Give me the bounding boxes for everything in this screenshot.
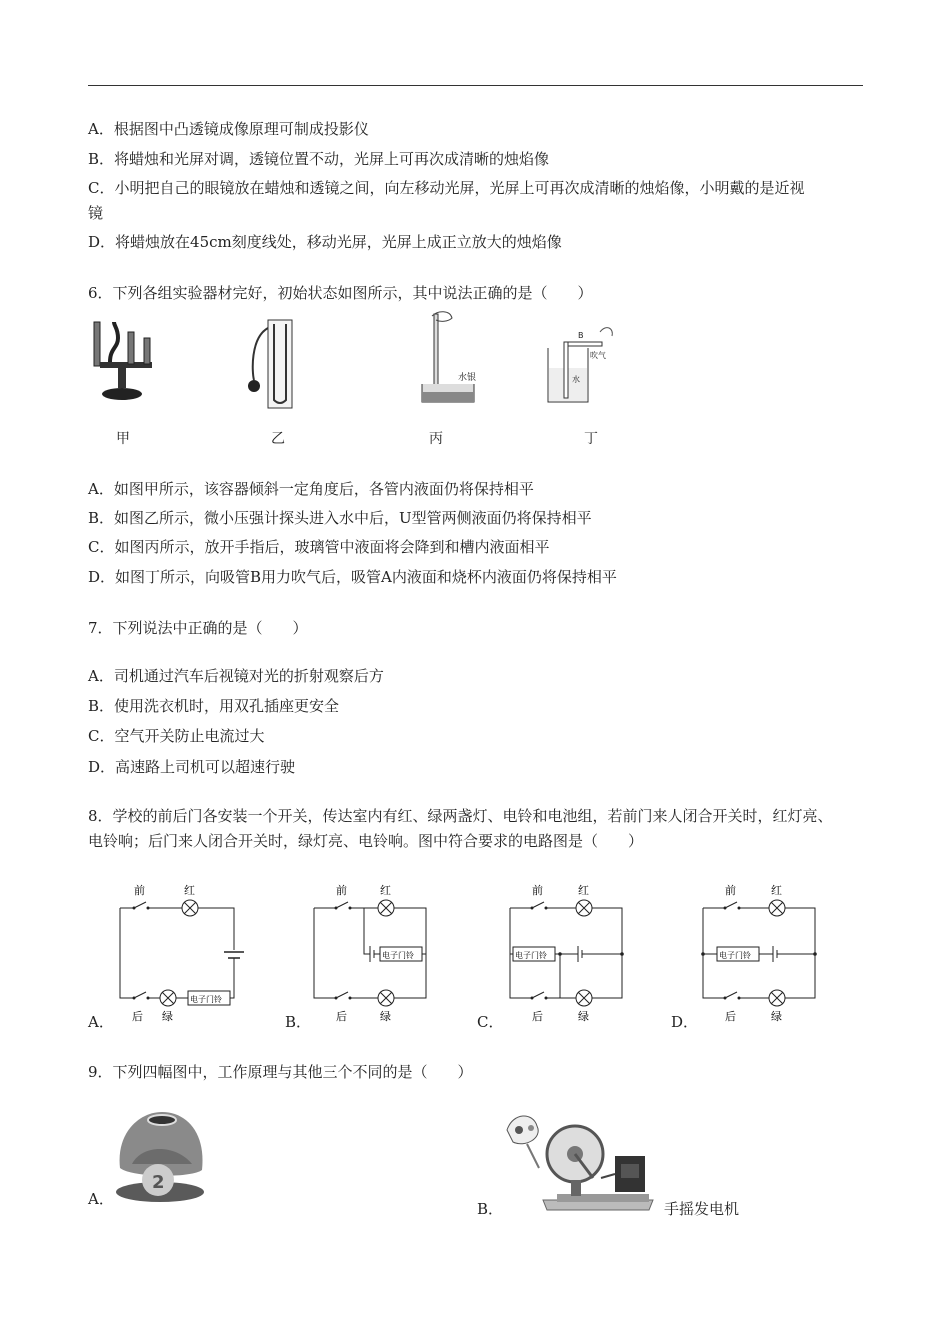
svg-text:后: 后 [336, 1010, 347, 1023]
q6-option-a: A．如图甲所示，该容器倾斜一定角度后，各管内液面仍将保持相平 [88, 480, 534, 498]
q5-option-c: C．小明把自己的眼镜放在蜡烛和透镜之间，向左移动光屏，光屏上可再次成清晰的烛焰像，小明戴的是近视 [88, 179, 805, 197]
header-rule [88, 85, 863, 86]
svg-text:电子门铃: 电子门铃 [190, 995, 222, 1004]
svg-text:电子门铃: 电子门铃 [719, 951, 751, 960]
svg-text:后: 后 [725, 1010, 736, 1023]
svg-text:电子门铃: 电子门铃 [382, 951, 414, 960]
q7-stem: 7．下列说法中正确的是（ ） [88, 619, 308, 637]
circuit-diagram-d [697, 880, 827, 1028]
svg-text:绿: 绿 [578, 1010, 589, 1023]
figure-label-ding: 丁 [584, 431, 598, 447]
svg-text:绿: 绿 [771, 1010, 782, 1023]
q5-option-d: D．将蜡烛放在45cm刻度线处，移动光屏，光屏上成正立放大的烛焰像 [88, 233, 562, 251]
q6-option-d: D．如图丁所示，向吸管B用力吹气后，吸管A内液面和烧杯内液面仍将保持相平 [88, 568, 617, 586]
svg-text:前: 前 [532, 884, 543, 897]
svg-text:绿: 绿 [380, 1010, 391, 1023]
q6-stem: 6．下列各组实验器材完好，初始状态如图所示，其中说法正确的是（ ） [88, 284, 593, 302]
svg-text:前: 前 [134, 884, 145, 897]
q7-option-a: A．司机通过汽车后视镜对光的折射观察后方 [88, 667, 384, 685]
q8-option-c-label: C． [477, 1013, 504, 1031]
circuit-diagram-b [308, 880, 438, 1028]
label-tube-b: B [578, 331, 584, 340]
svg-text:后: 后 [132, 1010, 143, 1023]
svg-text:红: 红 [184, 884, 195, 897]
cap-number: 2 [152, 1172, 165, 1193]
q7-option-b: B．使用洗衣机时，用双孔插座更安全 [88, 697, 340, 715]
q9-caption-hand-crank: 手摇发电机 [664, 1200, 740, 1218]
q8-option-b-label: B． [285, 1013, 312, 1031]
figure-bing-torricelli [418, 310, 488, 406]
q8-option-a-label: A． [88, 1013, 114, 1031]
label-water: 水 [572, 375, 580, 384]
q9-stem: 9．下列四幅图中，工作原理与其他三个不同的是（ ） [88, 1063, 473, 1081]
circuit-diagram-a [112, 880, 252, 1028]
figure-solar-fan-cap [112, 1108, 210, 1204]
circuit-diagram-c [504, 880, 634, 1028]
q5-option-c-cont: 镜 [88, 204, 104, 222]
label-mercury: 水银 [458, 373, 477, 383]
figure-ding-straw [540, 318, 620, 408]
q6-option-b: B．如图乙所示，微小压强计探头进入水中后，U型管两侧液面仍将保持相平 [88, 509, 592, 527]
q7-option-d: D．高速路上司机可以超速行驶 [88, 758, 296, 776]
q5-option-a: A．根据图中凸透镜成像原理可制成投影仪 [88, 120, 369, 138]
svg-text:红: 红 [578, 884, 589, 897]
q8-stem-line2: 电铃响；后门来人闭合开关时，绿灯亮、电铃响。图中符合要求的电路图是（ ） [88, 832, 644, 850]
figure-jia-connected-vessels [88, 318, 168, 406]
svg-text:电子门铃: 电子门铃 [515, 951, 547, 960]
figure-hand-crank-generator [503, 1108, 657, 1216]
svg-text:前: 前 [336, 884, 347, 897]
q8-stem-line1: 8．学校的前后门各安装一个开关，传达室内有红、绿两盏灯、电铃和电池组，若前门来人闭合开关时，红灯亮、 [88, 807, 833, 825]
q8-option-d-label: D． [671, 1013, 699, 1031]
q9-option-b-label: B． [477, 1200, 504, 1218]
figure-label-yi: 乙 [271, 431, 285, 447]
figure-label-jia: 甲 [116, 431, 130, 447]
q5-option-b: B．将蜡烛和光屏对调，透镜位置不动，光屏上可再次成清晰的烛焰像 [88, 150, 550, 168]
label-blow: 吹气 [590, 351, 606, 360]
figure-label-bing: 丙 [429, 431, 443, 447]
q6-option-c: C．如图丙所示，放开手指后，玻璃管中液面将会降到和槽内液面相平 [88, 538, 550, 556]
svg-text:后: 后 [532, 1010, 543, 1023]
svg-text:红: 红 [771, 884, 782, 897]
svg-text:红: 红 [380, 884, 391, 897]
q9-option-a-label: A． [88, 1190, 114, 1208]
q7-option-c: C．空气开关防止电流过大 [88, 727, 265, 745]
svg-text:绿: 绿 [162, 1010, 173, 1023]
svg-text:前: 前 [725, 884, 736, 897]
figure-yi-pressure-gauge [240, 318, 300, 410]
